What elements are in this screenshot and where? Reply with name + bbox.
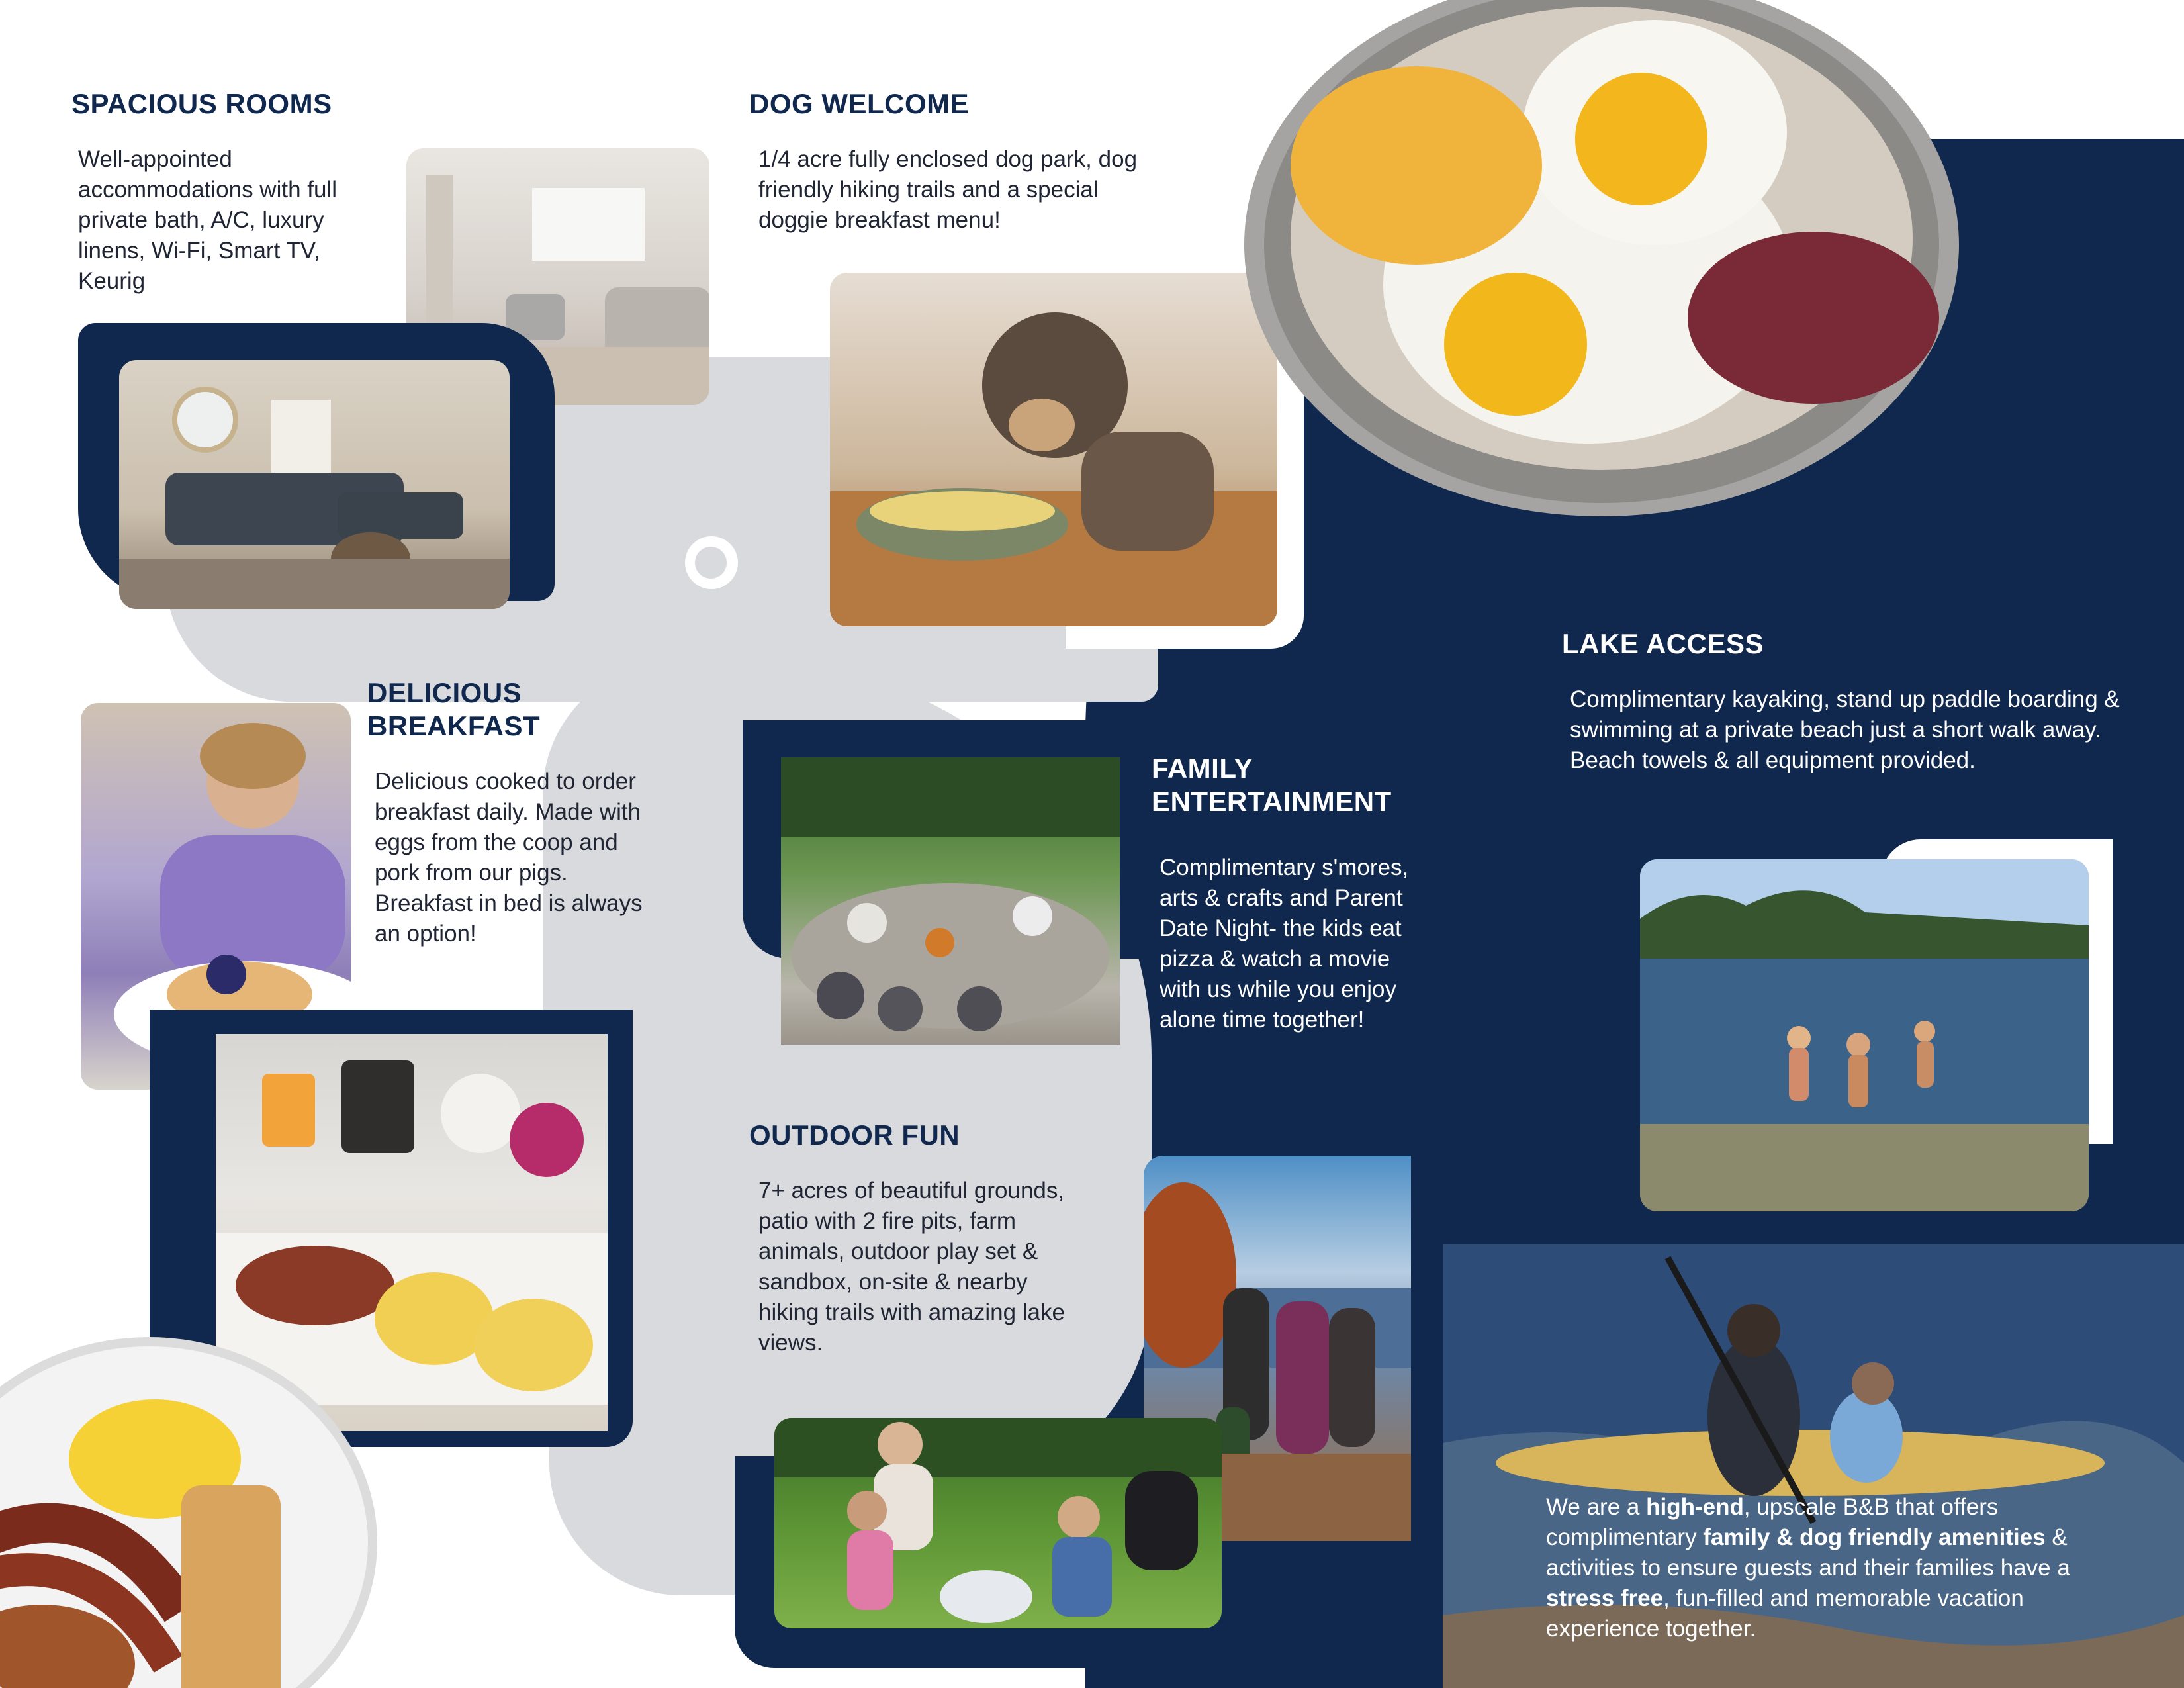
dog-eye-inner	[695, 547, 727, 579]
summary-bold-high-end: high-end	[1646, 1494, 1744, 1520]
spacious-rooms-title: SPACIOUS ROOMS	[71, 88, 332, 119]
kids-outdoor-photo	[774, 1418, 1222, 1628]
living-room-photo	[119, 360, 510, 609]
breakfast-title-line2: BREAKFAST	[367, 710, 541, 741]
family-firepit-photo	[781, 757, 1120, 1045]
summary-bold-amenities: family & dog friendly amenities	[1703, 1524, 2046, 1550]
breakfast-title-line1: DELICIOUS	[367, 677, 522, 708]
lake-access-text: Complimentary kayaking, stand up paddle boarding & swimming at a private beach just a short walk away. Beach towels & all equipment provided.	[1570, 686, 2120, 773]
outdoor-fun-text: 7+ acres of beautiful grounds, patio with 2 fire pits, farm animals, outdoor play set & sandbox, on-site & nearby hiking trails with amazing lake views.	[758, 1178, 1065, 1356]
family-text: Complimentary s'mores, arts & crafts and Parent Date Night- the kids eat pizza & watch a movie with us while you enjoy alone time together!	[1160, 855, 1409, 1033]
outdoor-fun-title: OUTDOOR FUN	[749, 1119, 960, 1150]
lake-access-title: LAKE ACCESS	[1562, 628, 1764, 659]
puppy-photo	[830, 273, 1277, 626]
summary-part4: , fun-filled and memorable vacation experience together.	[1546, 1585, 2024, 1642]
breakfast-text: Delicious cooked to order breakfast daily. Made with eggs from the coop and pork from our pigs. Breakfast in bed is always an option!	[375, 769, 643, 947]
dog-welcome-title: DOG WELCOME	[749, 88, 970, 119]
dog-welcome-text: 1/4 acre fully enclosed dog park, dog friendly hiking trails and a special doggie breakfast menu!	[758, 146, 1138, 233]
family-title-line1: FAMILY	[1152, 753, 1253, 784]
kids-swimming-lake-photo	[1640, 859, 2089, 1211]
summary-part1: We are a	[1546, 1494, 1647, 1520]
summary-text	[1546, 1492, 2142, 1644]
summary-part2: , upscale B&B that offers complimentary	[1546, 1494, 1999, 1550]
summary-part3: & activities to ensure guests and their families have a	[1546, 1524, 2070, 1581]
family-title-line2: ENTERTAINMENT	[1152, 786, 1392, 817]
spacious-rooms-text: Well-appointed accommodations with full private bath, A/C, luxury linens, Wi-Fi, Smart TV, Keurig	[78, 146, 337, 294]
summary-bold-stress-free: stress free	[1546, 1585, 1664, 1611]
